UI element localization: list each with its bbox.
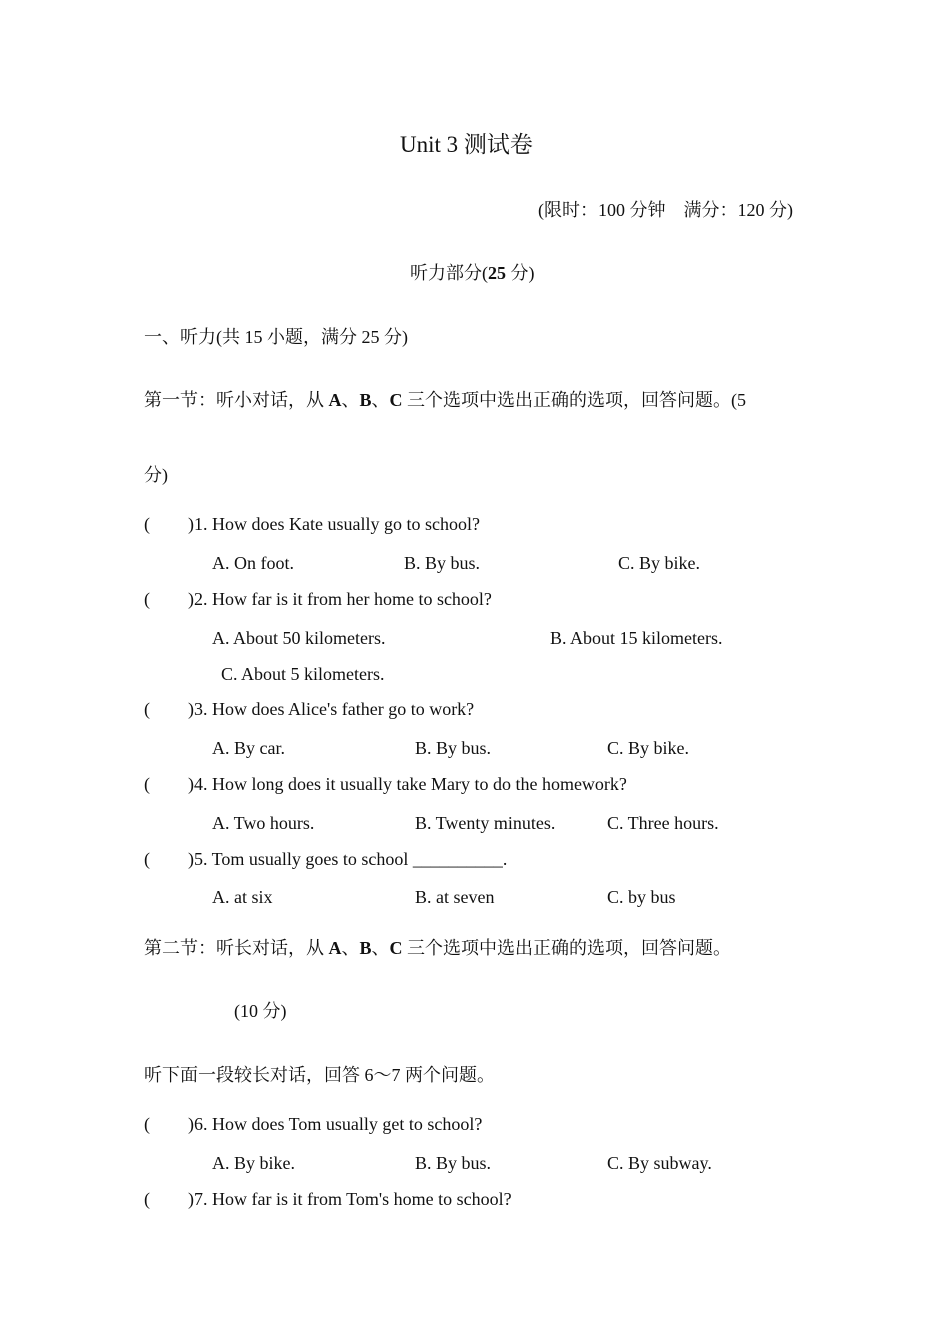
- question-stem: )5. Tom usually goes to school __________.: [188, 849, 508, 869]
- page-title: Unit 3 测试卷: [400, 132, 533, 157]
- answer-blank-open[interactable]: (: [144, 849, 150, 869]
- option-a: A. Two hours.: [212, 813, 315, 833]
- option-b: B. About 15 kilometers.: [550, 628, 723, 648]
- option-c: C. By subway.: [607, 1153, 712, 1173]
- option-a: A. at six: [212, 887, 273, 907]
- subsection-2-instructions: 第二节：听长对话，从 A、B、C 三个选项中选出正确的选项，回答问题。: [144, 938, 732, 958]
- option-c: C. By bike.: [607, 738, 690, 758]
- option-b: B. By bus.: [415, 738, 492, 758]
- time-score-limits: (限时：100 分钟 满分：120 分): [538, 200, 793, 220]
- answer-blank-open[interactable]: (: [144, 589, 150, 609]
- option-b: B. at seven: [415, 887, 495, 907]
- option-b: B. By bus.: [404, 553, 481, 573]
- answer-blank-open[interactable]: (: [144, 699, 150, 719]
- subsection-2-score: (10 分): [234, 1001, 287, 1021]
- answer-blank-open[interactable]: (: [144, 1114, 150, 1134]
- question-stem: )1. How does Kate usually go to school?: [188, 514, 480, 534]
- question-stem: )6. How does Tom usually get to school?: [188, 1114, 483, 1134]
- question-stem: )7. How far is it from Tom's home to school?: [188, 1189, 512, 1209]
- option-c: C. About 5 kilometers.: [221, 664, 385, 684]
- answer-blank-open[interactable]: (: [144, 1189, 150, 1209]
- option-c: C. Three hours.: [607, 813, 719, 833]
- dialogue-instruction: 听下面一段较长对话，回答 6～7 两个问题。: [144, 1065, 495, 1085]
- option-a: A. On foot.: [212, 553, 294, 573]
- listening-part-title: 听力部分(25 分): [410, 263, 535, 283]
- question-stem: )3. How does Alice's father go to work?: [188, 699, 475, 719]
- option-b: B. By bus.: [415, 1153, 492, 1173]
- option-b: B. Twenty minutes.: [415, 813, 556, 833]
- subsection-1-score: 分): [144, 465, 168, 485]
- option-a: A. About 50 kilometers.: [212, 628, 386, 648]
- question-stem: )4. How long does it usually take Mary to do the homework?: [188, 774, 627, 794]
- subsection-1-instructions: 第一节：听小对话，从 A、B、C 三个选项中选出正确的选项，回答问题。(5: [144, 390, 747, 410]
- option-c: C. by bus: [607, 887, 676, 907]
- question-stem: )2. How far is it from her home to school?: [188, 589, 492, 609]
- option-c: C. By bike.: [618, 553, 701, 573]
- answer-blank-open[interactable]: (: [144, 514, 150, 534]
- option-a: A. By car.: [212, 738, 285, 758]
- answer-blank-open[interactable]: (: [144, 774, 150, 794]
- option-a: A. By bike.: [212, 1153, 295, 1173]
- section-heading: 一、听力(共 15 小题，满分 25 分): [144, 327, 408, 347]
